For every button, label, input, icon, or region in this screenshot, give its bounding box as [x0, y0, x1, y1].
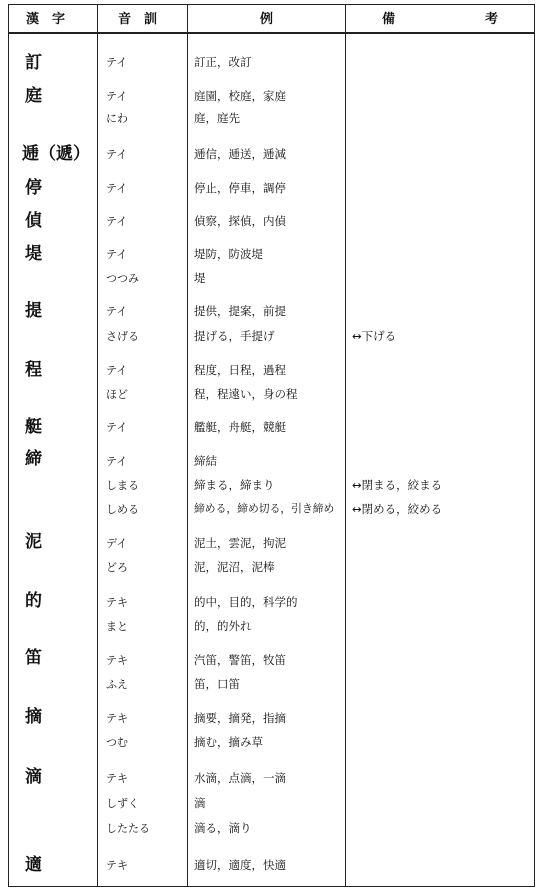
- header-reading: 音 訓: [118, 12, 158, 27]
- reading-cell: どろ: [106, 561, 128, 574]
- example-cell: 笛，口笛: [194, 677, 240, 691]
- reading-cell: テイ: [106, 215, 128, 228]
- kanji-cell: 摘: [25, 707, 42, 727]
- kanji-cell: 堤: [25, 244, 42, 264]
- example-cell: 的中，目的，科学的: [194, 595, 298, 609]
- reading-cell: にわ: [106, 112, 128, 125]
- example-cell: 堤: [194, 271, 206, 285]
- kanji-cell: 笛: [25, 648, 42, 668]
- example-cell: 艦艇，舟艇，競艇: [194, 420, 286, 434]
- header-note-right: 考: [485, 12, 499, 27]
- reading-cell: テキ: [106, 712, 128, 725]
- example-cell: 適切，適度，快適: [194, 858, 286, 872]
- example-cell: 泥土，雲泥，拘泥: [194, 536, 286, 550]
- kanji-cell: 停: [25, 178, 42, 198]
- example-cell: 庭，庭先: [194, 111, 240, 125]
- kanji-cell: 庭: [25, 86, 42, 106]
- example-cell: 締結: [194, 454, 217, 468]
- column-divider-2: [187, 4, 188, 887]
- reading-cell: ほど: [106, 388, 128, 401]
- note-cell: ↔下げる: [352, 329, 397, 343]
- example-cell: 程度，日程，過程: [194, 363, 286, 377]
- reading-cell: テイ: [106, 364, 128, 377]
- reading-cell: テキ: [106, 772, 128, 785]
- reading-cell: つつみ: [106, 272, 139, 285]
- kanji-cell: 艇: [25, 417, 42, 437]
- kanji-cell: 提: [25, 301, 42, 321]
- reading-cell: まと: [106, 620, 128, 633]
- example-cell: 滴る，滴り: [194, 821, 252, 835]
- header-example: 例: [260, 12, 274, 27]
- reading-cell: さげる: [106, 330, 139, 343]
- table-bottom-border: [8, 886, 535, 887]
- column-divider-3: [345, 4, 346, 887]
- reading-cell: テイ: [106, 90, 128, 103]
- reading-cell: デイ: [106, 537, 128, 550]
- example-cell: 汽笛，警笛，牧笛: [194, 653, 286, 667]
- example-cell: 的，的外れ: [194, 619, 252, 633]
- example-cell: 提げる，手提げ: [194, 329, 275, 343]
- reading-cell: テイ: [106, 421, 128, 434]
- example-cell: 提供，提案，前提: [194, 304, 286, 318]
- example-cell: 偵察，探偵，内偵: [194, 214, 286, 228]
- kanji-cell: 偵: [25, 211, 42, 231]
- kanji-cell: 泥: [25, 532, 42, 552]
- reading-cell: テイ: [106, 148, 128, 161]
- reading-cell: したたる: [106, 822, 150, 835]
- table-top-border: [8, 4, 535, 5]
- example-cell: 逓信，逓送，逓減: [194, 147, 286, 161]
- reading-cell: テイ: [106, 56, 128, 69]
- reading-cell: テキ: [106, 596, 128, 609]
- note-cell: ↔閉める，絞める: [352, 502, 443, 516]
- reading-cell: テイ: [106, 305, 128, 318]
- table-right-border: [534, 4, 535, 887]
- example-cell: 締まる，締まり: [194, 478, 275, 492]
- example-cell: 滴: [194, 796, 206, 810]
- reading-cell: テイ: [106, 182, 128, 195]
- kanji-cell: 締: [25, 449, 42, 469]
- reading-cell: しめる: [106, 503, 139, 516]
- example-cell: 程，程遠い，身の程: [194, 387, 298, 401]
- reading-cell: しまる: [106, 479, 139, 492]
- reading-cell: つむ: [106, 736, 128, 749]
- header-bottom-rule: [8, 32, 535, 34]
- example-cell: 泥，泥沼，泥棒: [194, 560, 275, 574]
- table-left-border: [8, 4, 9, 887]
- reading-cell: テイ: [106, 455, 128, 468]
- reading-cell: テキ: [106, 654, 128, 667]
- kanji-cell: 的: [25, 591, 42, 611]
- kanji-cell: 逓（遞）: [22, 144, 90, 164]
- example-cell: 訂正，改訂: [194, 55, 252, 69]
- example-cell: 摘要，摘発，指摘: [194, 711, 286, 725]
- reading-cell: ふえ: [106, 678, 128, 691]
- kanji-cell: 程: [25, 360, 42, 380]
- reading-cell: テイ: [106, 248, 128, 261]
- example-cell: 堤防，防波堤: [194, 247, 263, 261]
- kanji-cell: 滴: [25, 767, 42, 787]
- kanji-cell: 適: [25, 855, 42, 875]
- column-divider-1: [97, 4, 98, 887]
- example-cell: 庭園，校庭，家庭: [194, 89, 286, 103]
- example-cell: 水滴，点滴，一滴: [194, 771, 286, 785]
- example-cell: 停止，停車，調停: [194, 181, 286, 195]
- example-cell: 締める，締め切る，引き締め: [194, 502, 335, 515]
- kanji-cell: 訂: [25, 53, 42, 73]
- reading-cell: しずく: [106, 797, 139, 810]
- example-cell: 摘む，摘み草: [194, 735, 263, 749]
- header-note-left: 備: [382, 12, 396, 27]
- note-cell: ↔閉まる，絞まる: [352, 478, 443, 492]
- reading-cell: テキ: [106, 859, 128, 872]
- header-kanji: 漢 字: [26, 12, 66, 27]
